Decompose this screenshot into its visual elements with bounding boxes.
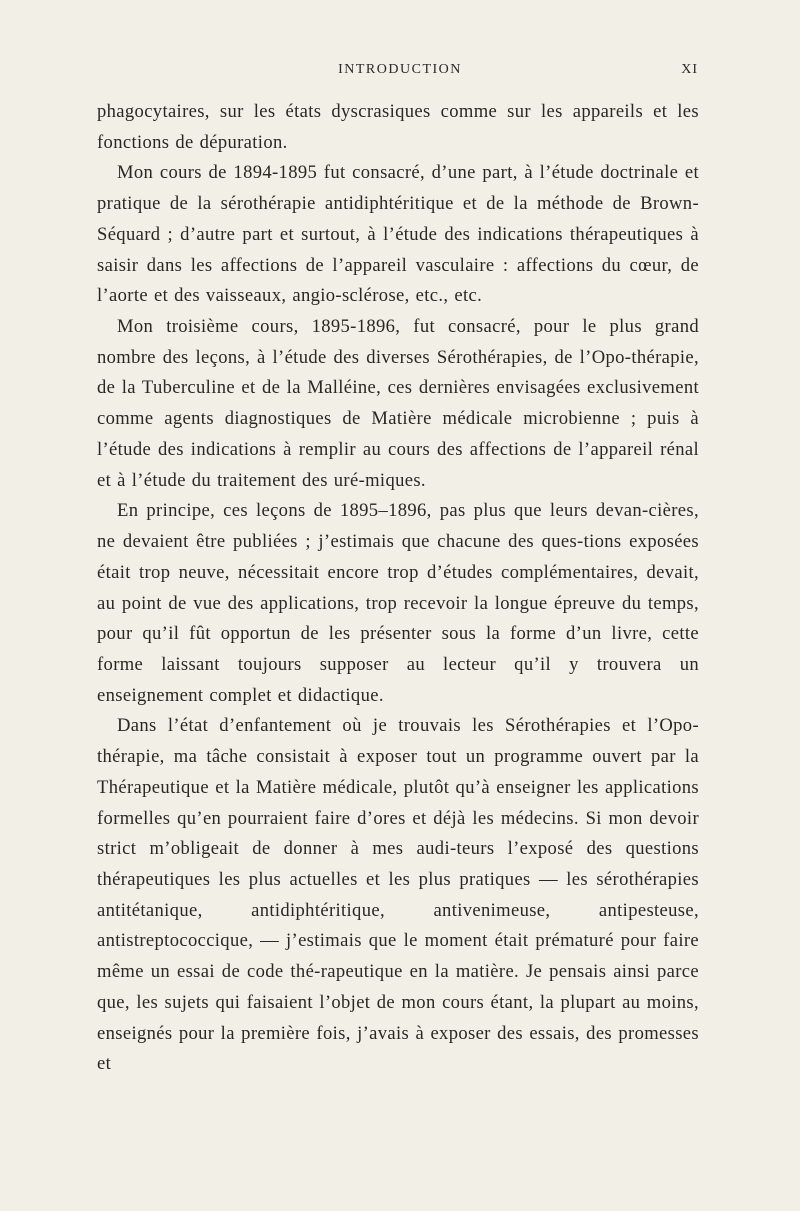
body-text [97, 97, 699, 1080]
running-header-title: INTRODUCTION [338, 62, 462, 77]
running-header [0, 62, 800, 84]
paragraph-continuation: phagocytaires, sur les états dyscrasiques comme sur les appareils et les fonctions de dépuration. [97, 101, 699, 153]
paragraph-course-1895: Mon troisième cours, 1895-1896, fut consacré, pour le plus grand nombre des leçons, à l’étude des diverses Sérothérapies, de l’Opo-thérapie, de la Tuberculine et de la Malléine, ces dernières envisagées exclusivement comme agents diagnostiques de Matière médicale microbienne ; puis à l’étude des indications à remplir au cours des affections de l’appareil rénal et à l’étude du traitement des uré-miques. [97, 316, 699, 491]
paragraph-state: Dans l’état d’enfantement où je trouvais les Sérothérapies et l’Opo-thérapie, ma tâche consistait à exposer tout un programme ouvert par la Thérapeutique et la Matière médicale, plutôt qu’à enseigner les applications formelles qu’en pourraient faire d’ores et déjà les médecins. Si mon devoir strict m’obligeait de donner à mes audi-teurs l’exposé des questions thérapeutiques les plus actuelles et les plus pratiques — les sérothérapies antitétanique, antidiphtéritique, antivenimeuse, antipesteuse, antistreptococcique, — j’estimais que le moment était prématuré pour faire même un essai de code thé-rapeutique en la matière. Je pensais ainsi parce que, les sujets qui faisaient l’objet de mon cours étant, la plupart au moins, enseignés pour la première fois, j’avais à exposer des essais, des promesses et [97, 715, 699, 1075]
paragraph-course-1894: Mon cours de 1894-1895 fut consacré, d’une part, à l’étude doctrinale et pratique de la sérothérapie antidiphtéritique et de la méthode de Brown-Séquard ; d’autre part et surtout, à l’étude des indications thérapeutiques à saisir dans les affections de l’appareil vasculaire : affections du cœur, de l’aorte et des vaisseaux, angio-sclérose, etc., etc. [97, 162, 699, 307]
page-number: XI [681, 62, 698, 77]
paragraph-principle: En principe, ces leçons de 1895–1896, pas plus que leurs devan-cières, ne devaient être publiées ; j’estimais que chacune des ques-tions exposées était trop neuve, nécessitait encore trop d’études complémentaires, devait, au point de vue des applications, trop recevoir la longue épreuve du temps, pour qu’il fût opportun de les présenter sous la forme d’un livre, cette forme laissant toujours supposer au lecteur qu’il y trouvera un enseignement complet et didactique. [97, 500, 699, 706]
